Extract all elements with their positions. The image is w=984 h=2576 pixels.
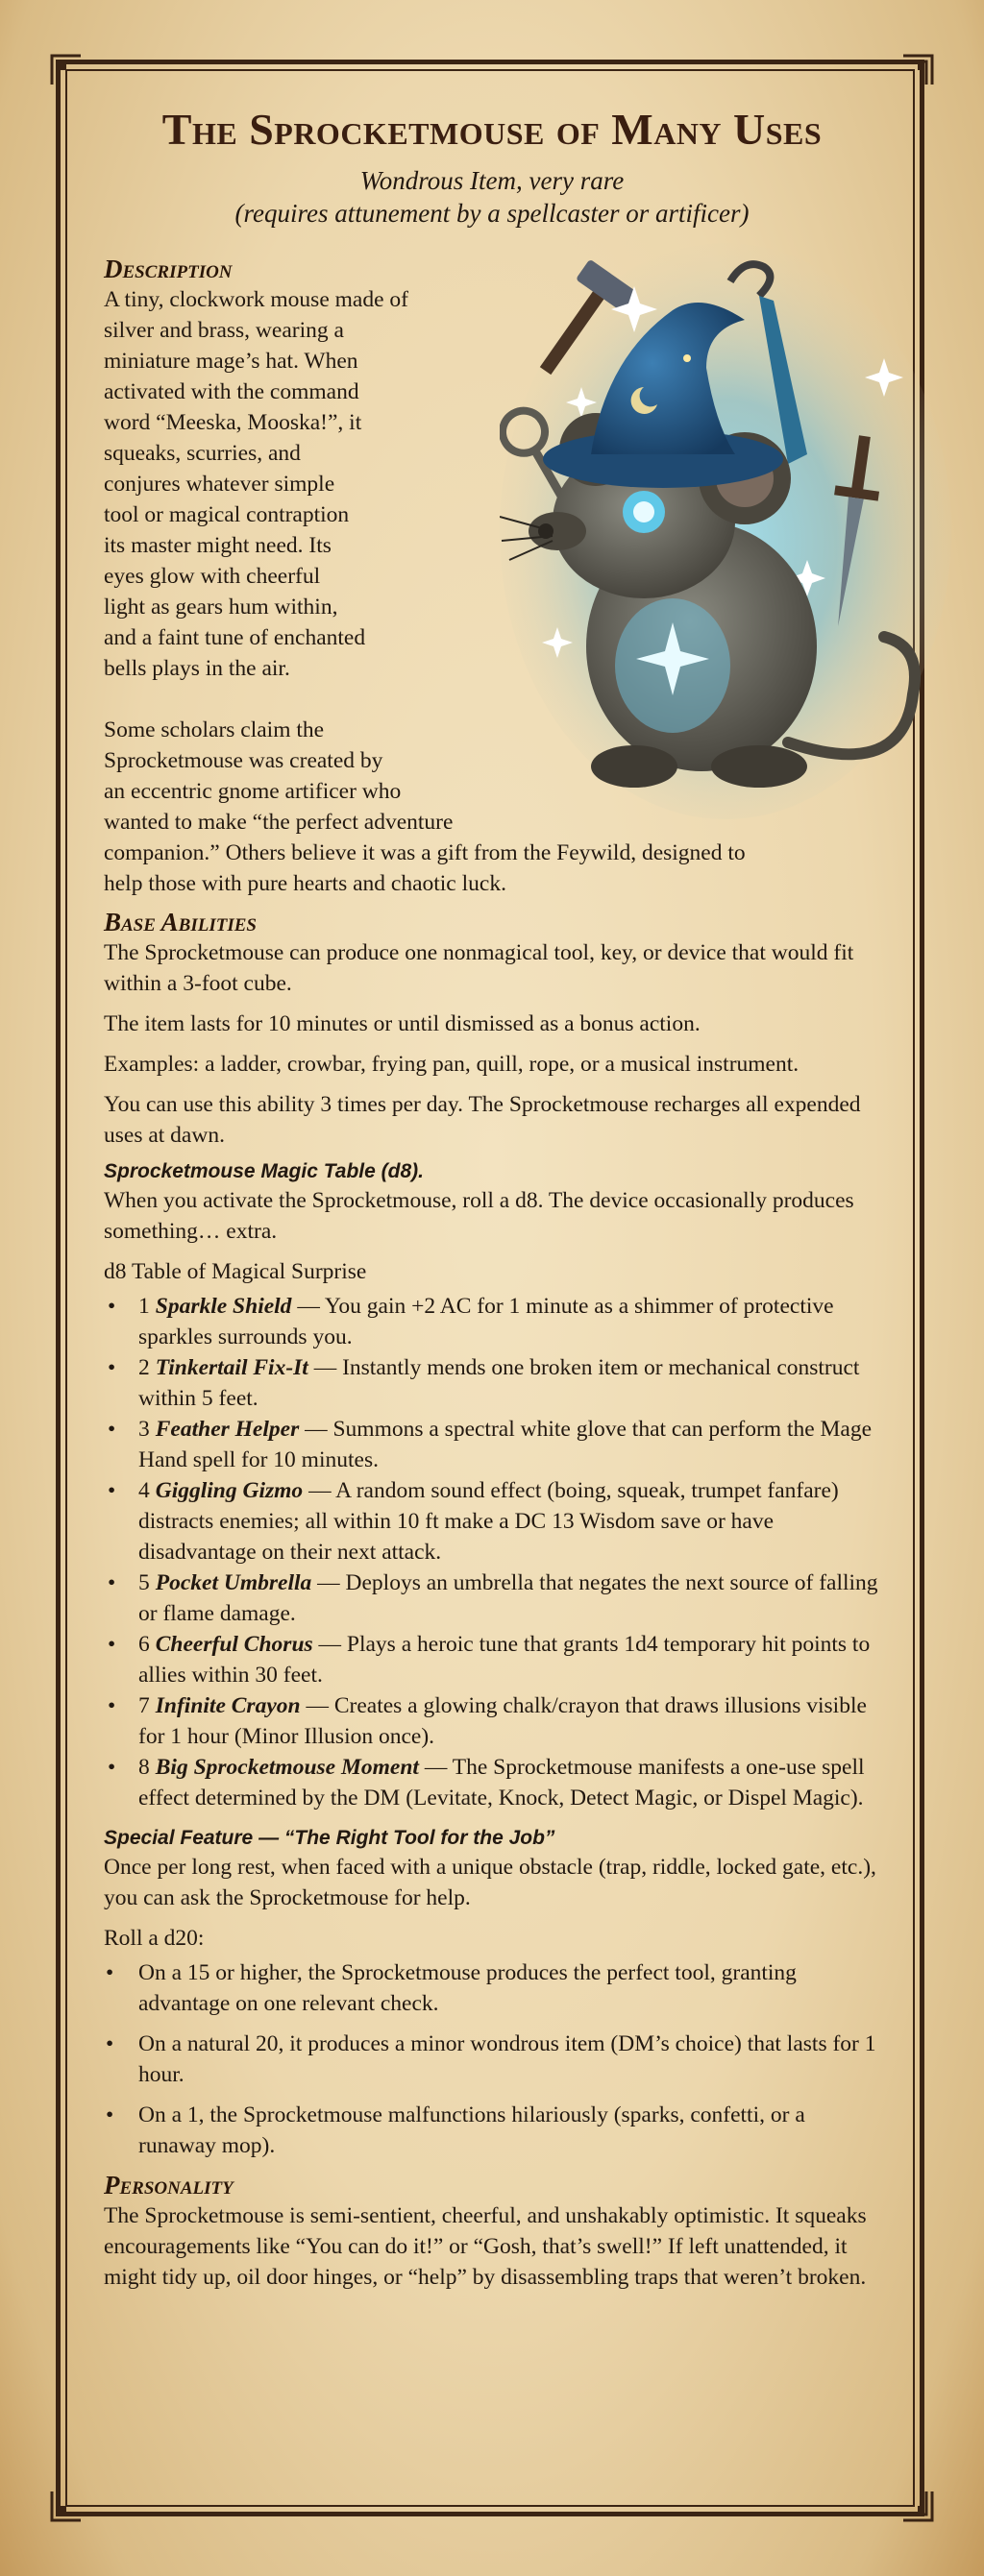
text-line: its master might need. Its (104, 533, 332, 558)
special-feature-heading: Special Feature — “The Right Tool for the Job” (104, 1827, 555, 1849)
description-text (104, 255, 880, 899)
list-item: • On a 1, the Sprocketmouse malfunctions hilariously (sparks, confetti, or a runaway mop). (106, 2102, 805, 2158)
personality-text: The Sprocketmouse is semi-sentient, cheerful, and unshakably optimistic. It squeaks encouragements like “You can do it!” or “Gosh, that’s swell!” If left unattended, it might tidy up, oil door hinges, or “help” by disassembling traps that weren’t broken. (104, 2203, 867, 2290)
page-title: The Sprocketmouse of Many Uses (161, 105, 823, 154)
item-card (104, 92, 880, 2302)
magic-table-heading: Sprocketmouse Magic Table (d8). (104, 1160, 424, 1182)
text-line: companion.” Others believe it was a gift from the Feywild, designed to (104, 840, 746, 865)
text-line: activated with the command (104, 379, 359, 404)
description-section (104, 255, 880, 908)
special-feature-intro: Once per long rest, when faced with a unique obstacle (trap, riddle, locked gate, etc.), you can ask the Sprocketmouse for help. (104, 1855, 876, 1910)
list-item: • 8 Big Sprocketmouse Moment — The Sprocketmouse manifests a one-use spell effect determined by the DM (Levitate, Knock, Detect Magic, or Dispel Magic). (108, 1755, 865, 1810)
description-heading: Description (104, 255, 233, 283)
item-rarity: Wondrous Item, very rare (359, 166, 625, 195)
base-abilities-section (104, 908, 880, 2293)
text-line: an eccentric gnome artificer who (104, 779, 402, 804)
list-item: • On a 15 or higher, the Sprocketmouse produces the perfect tool, granting advantage on one relevant check. (106, 1960, 797, 2016)
list-item: • 4 Giggling Gizmo — A random sound effect (boing, squeak, trumpet fanfare) distracts enemies; all within 10 ft make a DC 13 Wisdom save or have disadvantage on their next attack. (108, 1478, 839, 1565)
attunement-note: (requires attunement by a spellcaster or artificer) (234, 199, 750, 228)
ability-paragraph: The Sprocketmouse can produce one nonmagical tool, key, or device that would fit within a 3-foot cube. (104, 940, 854, 996)
base-abilities-heading: Base Abilities (104, 908, 257, 936)
ability-paragraph: Examples: a ladder, crowbar, frying pan, quill, rope, or a musical instrument. (104, 1052, 800, 1077)
personality-heading: Personality (104, 2171, 234, 2199)
list-item: • 3 Feather Helper — Summons a spectral white glove that can perform the Mage Hand spell for 10 minutes. (108, 1417, 873, 1472)
text-line: bells plays in the air. (104, 656, 290, 681)
corner-ornament-icon (901, 2490, 934, 2522)
text-line: Some scholars claim the (104, 717, 325, 742)
list-item: • 6 Cheerful Chorus — Plays a heroic tune that grants 1d4 temporary hit points to allies within 30 feet. (108, 1632, 871, 1688)
text-line: word “Meeska, Mooska!”, it (104, 410, 362, 435)
text-line: tool or magical contraption (104, 502, 350, 527)
list-item: • 1 Sparkle Shield — You gain +2 AC for 1 minute as a shimmer of protective sparkles surrounds you. (108, 1294, 834, 1349)
text-line: miniature mage’s hat. When (104, 349, 358, 374)
list-item: • 5 Pocket Umbrella — Deploys an umbrella that negates the next source of falling or flame damage. (108, 1570, 878, 1626)
text-line: eyes glow with cheerful (104, 564, 321, 589)
description-paragraph-1 (104, 284, 469, 684)
text-line: and a faint tune of enchanted (104, 625, 366, 650)
list-item: • 2 Tinkertail Fix-It — Instantly mends one broken item or mechanical construct within 5 feet. (108, 1355, 860, 1411)
roll-label: Roll a d20: (104, 1926, 205, 1951)
text-line: silver and brass, wearing a (104, 318, 344, 343)
text-line: light as gears hum within, (104, 595, 338, 620)
list-item: • 7 Infinite Crayon — Creates a glowing chalk/crayon that draws illusions visible for 1 hour (Minor Illusion once). (108, 1693, 867, 1749)
description-paragraph-2 (104, 715, 873, 899)
text-line: squeaks, scurries, and (104, 441, 301, 466)
item-subtitle (104, 164, 880, 230)
magic-table-title: d8 Table of Magical Surprise (104, 1259, 367, 1284)
magic-table-list (104, 1291, 880, 1813)
corner-ornament-icon (50, 2490, 83, 2522)
text-line: wanted to make “the perfect adventure (104, 810, 454, 835)
text-line: help those with pure hearts and chaotic luck. (104, 871, 506, 896)
text-line: A tiny, clockwork mouse made of (104, 287, 408, 312)
corner-ornament-icon (901, 54, 934, 86)
ability-paragraph: You can use this ability 3 times per day. The Sprocketmouse recharges all expended uses at dawn. (104, 1092, 861, 1148)
text-line: conjures whatever simple (104, 472, 335, 497)
corner-ornament-icon (50, 54, 83, 86)
ability-paragraph: The item lasts for 10 minutes or until dismissed as a bonus action. (104, 1011, 701, 1036)
roll-results-list (104, 1957, 880, 2161)
magic-table-intro: When you activate the Sprocketmouse, roll a d8. The device occasionally produces something… extra. (104, 1188, 854, 1244)
list-item: • On a natural 20, it produces a minor wondrous item (DM’s choice) that lasts for 1 hour. (106, 2031, 876, 2087)
text-line: Sprocketmouse was created by (104, 748, 383, 773)
